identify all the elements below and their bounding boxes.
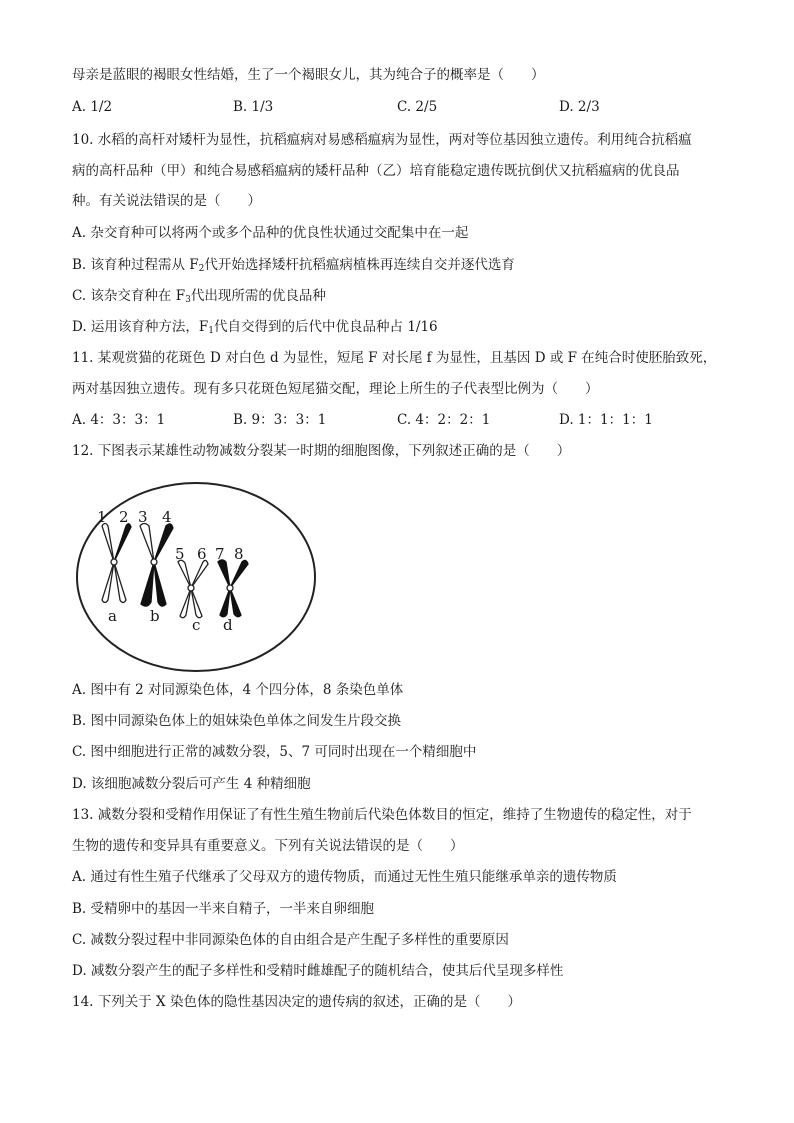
label-5: 5: [175, 545, 185, 563]
chromatid-6-upper: [191, 560, 208, 588]
q10-option-b[interactable]: [72, 256, 515, 274]
q9-option-d[interactable]: D. 2/3: [559, 99, 600, 115]
label-a: a: [108, 607, 117, 625]
q12-option-d[interactable]: D. 该细胞减数分裂后可产生 4 种精细胞: [72, 776, 311, 792]
chromatid-4-lower: [154, 562, 166, 606]
label-b: b: [150, 607, 160, 625]
q13-option-a[interactable]: A. 通过有性生殖子代继承了父母双方的遗传物质，而通过无性生殖只能继承单亲的遗传物质: [72, 869, 617, 885]
q10-option-d-pre: D. 运用该育种方法，F: [72, 319, 209, 335]
q13-stem-line2: 生物的遗传和变异具有重要意义。下列有关说法错误的是（ ）: [72, 838, 464, 854]
centromere-c: [188, 585, 194, 591]
label-2: 2: [119, 508, 129, 526]
q14-stem: 14. 下列关于 X 染色体的隐性基因决定的遗传病的叙述，正确的是（ ）: [72, 994, 521, 1010]
q13-option-b[interactable]: B. 受精卵中的基因一半来自精子，一半来自卵细胞: [72, 901, 375, 917]
label-7: 7: [215, 545, 225, 563]
label-1: 1: [97, 508, 107, 526]
cell-figure: [72, 478, 322, 676]
label-c: c: [192, 616, 201, 634]
label-6: 6: [197, 545, 207, 563]
q10-option-d-sub: 1: [208, 326, 215, 336]
q11-stem-line2: 两对基因独立遗传。现有多只花斑色短尾猫交配，理论上所生的子代表型比例为（ ）: [72, 381, 599, 397]
chromatid-8-lower: [230, 588, 241, 617]
q11-option-d[interactable]: D. 1：1：1：1: [559, 412, 653, 428]
q12-option-c[interactable]: C. 图中细胞进行正常的减数分裂，5、7 可同时出现在一个精细胞中: [72, 744, 477, 760]
q9-stem-tail: 母亲是蓝眼的褐眼女性结婚，生了一个褐眼女儿，其为纯合子的概率是（ ）: [72, 67, 545, 83]
q10-option-d[interactable]: [72, 318, 438, 336]
chromatid-7-lower: [220, 588, 230, 617]
q10-option-b-sub: 2: [198, 264, 205, 274]
label-8: 8: [234, 545, 244, 563]
chromatid-2-upper: [114, 524, 131, 562]
chromosome-b: [140, 524, 173, 607]
chromatid-1-upper: [102, 524, 114, 563]
q10-stem-line2: 病的高杆品种（甲）和纯合易感稻瘟病的矮杆品种（乙）培育能稳定遗传既抗倒伏又抗稻瘟病的优良品: [72, 163, 680, 179]
q11-stem-line1: 11. 某观赏猫的花斑色 D 对白色 d 为显性，短尾 F 对长尾 f 为显性，且基因 D 或 F 在纯合时使胚胎致死，: [72, 350, 717, 366]
chromatid-3-upper: [140, 524, 154, 563]
q11-option-a[interactable]: A. 4：3：3：1: [72, 412, 166, 428]
label-4: 4: [162, 508, 172, 526]
q10-option-c-pre: C. 该杂交育种在 F: [72, 288, 186, 304]
q13-stem-line1: 13. 减数分裂和受精作用保证了有性生殖生物前后代染色体数目的恒定，维持了生物遗传的稳定性，对于: [72, 807, 692, 823]
label-3: 3: [138, 508, 148, 526]
q9-option-c[interactable]: C. 2/5: [397, 99, 438, 115]
chromosome-d: [218, 560, 248, 617]
q10-option-d-post: 代自交得到的后代中优良品种占 1/16: [214, 319, 438, 335]
centromere-d: [227, 585, 233, 591]
q10-option-a[interactable]: A. 杂交育种可以将两个或多个品种的优良性状通过交配集中在一起: [72, 225, 469, 241]
label-d: d: [223, 616, 233, 634]
chromatid-7-upper: [218, 560, 230, 588]
chromatid-1-lower: [102, 562, 114, 603]
q10-stem-line1: 10. 水稻的高杆对矮杆为显性，抗稻瘟病对易感稻瘟病为显性，两对等位基因独立遗传。利用纯合抗稻瘟: [72, 132, 692, 148]
centromere-b: [151, 559, 157, 565]
chromatid-2-lower: [114, 562, 126, 603]
q9-option-a[interactable]: A. 1/2: [72, 99, 113, 115]
q10-stem-line3: 种。有关说法错误的是（ ）: [72, 193, 261, 209]
q9-option-b[interactable]: B. 1/3: [233, 99, 274, 115]
q13-option-c[interactable]: C. 减数分裂过程中非同源染色体的自由组合是产生配子多样性的重要原因: [72, 932, 509, 948]
chromatid-6-lower: [191, 588, 202, 618]
q10-option-c-post: 代出现所需的优良品种: [190, 288, 326, 304]
chromosome-a: [102, 524, 131, 603]
q11-option-b[interactable]: B. 9：3：3：1: [233, 412, 327, 428]
q11-option-c[interactable]: C. 4：2：2：1: [397, 412, 491, 428]
chromatid-3-lower: [141, 562, 154, 606]
q10-option-c[interactable]: [72, 287, 326, 305]
centromere-a: [111, 559, 117, 565]
q12-stem: 12. 下图表示某雄性动物减数分裂某一时期的细胞图像，下列叙述正确的是（ ）: [72, 443, 571, 459]
chromatid-5-lower: [180, 588, 191, 618]
q13-option-d[interactable]: D. 减数分裂产生的配子多样性和受精时雌雄配子的随机结合，使其后代呈现多样性: [72, 963, 564, 979]
q10-option-b-pre: B. 该育种过程需从 F: [72, 257, 199, 273]
q12-option-a[interactable]: A. 图中有 2 对同源染色体，4 个四分体，8 条染色单体: [72, 682, 404, 698]
chromatid-5-upper: [178, 560, 191, 588]
chromosome-c: [178, 560, 208, 618]
chromatid-4-upper: [154, 524, 173, 562]
q10-option-b-post: 代开始选择矮杆抗稻瘟病植株再连续自交并逐代选育: [204, 257, 515, 273]
q10-option-c-sub: 3: [185, 295, 191, 305]
q12-option-b[interactable]: B. 图中同源染色体上的姐妹染色单体之间发生片段交换: [72, 713, 402, 729]
chromatid-8-upper: [230, 560, 248, 588]
